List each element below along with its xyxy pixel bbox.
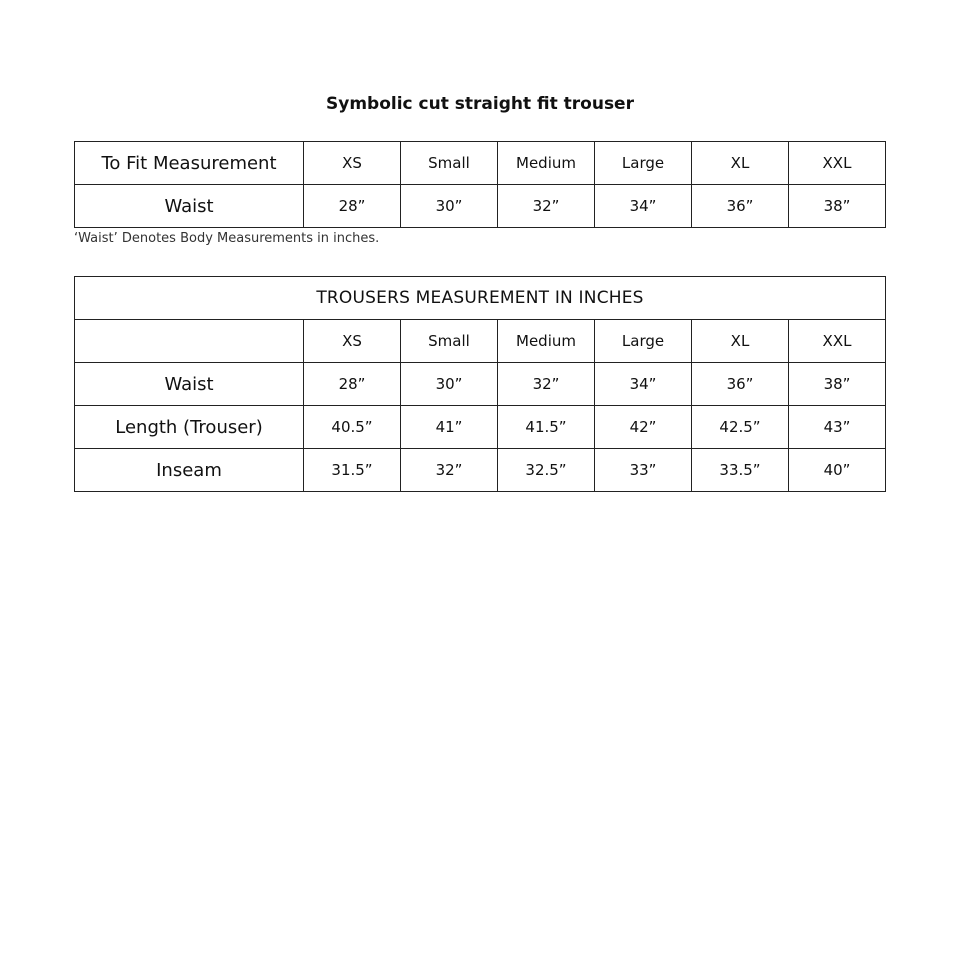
row-label-inseam: Inseam	[75, 449, 304, 492]
table-row	[75, 363, 886, 406]
table-caption-row	[75, 277, 886, 320]
table-cell: 30”	[401, 185, 498, 228]
table-row	[75, 406, 886, 449]
table-cell: 32”	[498, 363, 595, 406]
size-header-large: Large	[595, 320, 692, 363]
size-header-small: Small	[401, 142, 498, 185]
table-cell: 32”	[401, 449, 498, 492]
table-cell: 41”	[401, 406, 498, 449]
table-cell: 36”	[692, 363, 789, 406]
size-header-xl: XL	[692, 320, 789, 363]
size-header-xxl: XXL	[789, 142, 886, 185]
corner-cell	[75, 320, 304, 363]
table-cell: 28”	[304, 363, 401, 406]
size-header-xl: XL	[692, 142, 789, 185]
table-row	[75, 449, 886, 492]
table-cell: 31.5”	[304, 449, 401, 492]
table-cell: 32.5”	[498, 449, 595, 492]
table-cell: 41.5”	[498, 406, 595, 449]
size-header-xxl: XXL	[789, 320, 886, 363]
table-cell: 34”	[595, 185, 692, 228]
row-label-length: Length (Trouser)	[75, 406, 304, 449]
table-cell: 33.5”	[692, 449, 789, 492]
size-header-medium: Medium	[498, 142, 595, 185]
size-header-xs: XS	[304, 142, 401, 185]
table-cell: 40”	[789, 449, 886, 492]
fit-measurement-table	[74, 141, 886, 228]
trouser-measurement-table	[74, 276, 886, 492]
table-cell: 30”	[401, 363, 498, 406]
table-cell: 42.5”	[692, 406, 789, 449]
table-cell: 38”	[789, 363, 886, 406]
table-cell: 32”	[498, 185, 595, 228]
table-cell: 28”	[304, 185, 401, 228]
fit-header-label: To Fit Measurement	[75, 142, 304, 185]
table-cell: 43”	[789, 406, 886, 449]
table-cell: 34”	[595, 363, 692, 406]
table-header-row	[75, 142, 886, 185]
page-title: Symbolic cut straight fit trouser	[326, 94, 634, 114]
table-cell: 38”	[789, 185, 886, 228]
table-cell: 36”	[692, 185, 789, 228]
size-header-small: Small	[401, 320, 498, 363]
size-header-xs: XS	[304, 320, 401, 363]
size-header-medium: Medium	[498, 320, 595, 363]
measurement-note: ‘Waist’ Denotes Body Measurements in inches.	[74, 231, 380, 246]
table-cell: 33”	[595, 449, 692, 492]
table-cell: 40.5”	[304, 406, 401, 449]
size-header-large: Large	[595, 142, 692, 185]
trouser-table-caption: TROUSERS MEASUREMENT IN INCHES	[75, 277, 886, 320]
table-cell: 42”	[595, 406, 692, 449]
table-header-row	[75, 320, 886, 363]
table-row	[75, 185, 886, 228]
row-label-waist: Waist	[75, 363, 304, 406]
row-label-waist: Waist	[75, 185, 304, 228]
